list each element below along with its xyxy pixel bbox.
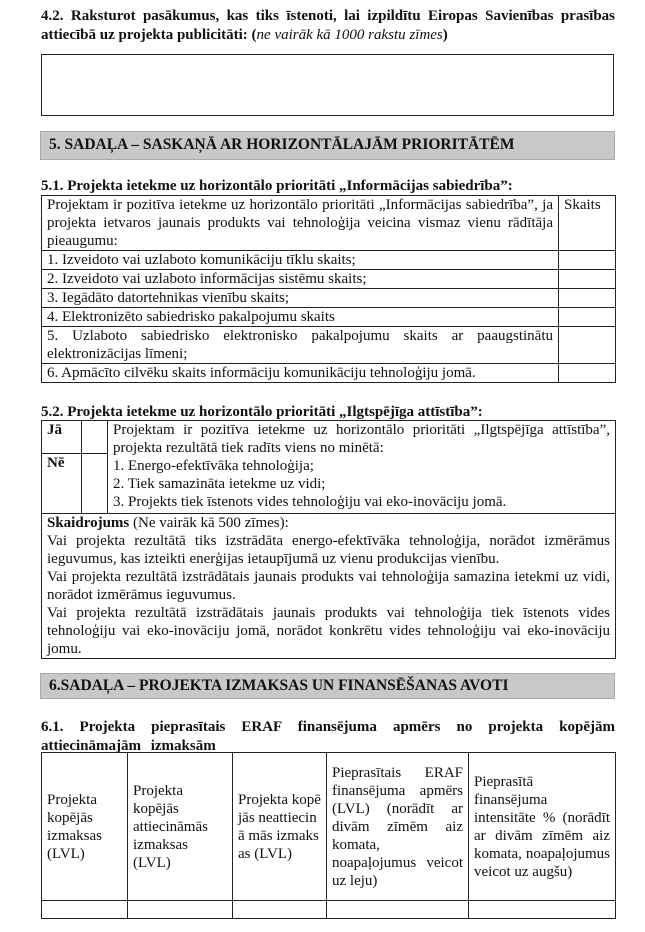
financing-table [41,752,616,919]
information-society-table [41,195,616,383]
criteria-intro: Projektam ir pozitīva ietekme uz horizontālo prioritāti „Ilgtspējīga attīstība”, projekta rezultātā tiek radīts viens no minētā: [113,422,610,456]
heading-close: ) [442,27,448,43]
heading-note: ne vairāk kā 1000 rakstu zīmes [256,27,443,43]
criteria-item: 3. Projekts tiek īstenots vides tehnoloģiju vai eko-inovāciju jomā. [113,494,507,510]
yes-label: Jā [42,421,82,454]
explanation-label: Skaidrojums [47,515,130,531]
count-input[interactable] [559,289,616,308]
table-row [42,270,616,289]
explanation-note: (Ne vairāk kā 500 zīmes): [129,515,289,531]
indicator-label: 5. Uzlaboto sabiedrisko elektronisko pakalpojumu skaits ar paaugstinātu elektronizācijas līmeni; [42,327,559,364]
indicator-label: 2. Izveidoto vai uzlaboto informācijas sistēmu skaits; [42,270,559,289]
column-header: Pieprasītā finansējuma intensitāte % (norādīt ar divām zīmēm aiz komata, noapaļojumus veicot uz augšu) [469,753,616,901]
yes-checkbox[interactable] [82,421,108,454]
indicator-label: 6. Apmācīto cilvēku skaits informāciju komunikāciju tehnoloģiju jomā. [42,364,559,383]
explanation-paragraph: Vai projekta rezultātā izstrādātais jaunais produkts vai tehnoloģija samazina ietekmi uz vidi, norādot izmērāmus ieguvumus. [47,569,610,603]
column-header: Projekta kopējās izmaksas (LVL) [42,753,128,901]
table-header-row [42,196,616,251]
table-row [42,289,616,308]
section-5-header [40,131,615,160]
criteria-item: 1. Energo-efektīvāka tehnoloģija; [113,458,314,474]
section-6-1-heading: 6.1. Projekta pieprasītais ERAF finansējuma apmērs no projekta kopējām attiecināmajām izmaksām [41,719,615,754]
table-row [42,308,616,327]
heading-text: 4.2. Raksturot pasākumus, kas tiks īstenoti, lai izpildītu Eiropas Savienības prasības attiecībā uz projekta publicitāti: ( [41,8,615,43]
column-header: Pieprasītais ERAF finansējuma apmērs (LVL) (norādīt ar divām zīmēm aiz komata, noapaļojumus veicot uz leju) [327,753,469,901]
publicity-textarea[interactable] [41,54,614,116]
count-input[interactable] [559,251,616,270]
section-5-2-heading: 5.2. Projekta ietekme uz horizontālo prioritāti „Ilgtspējīga attīstība”: [41,404,483,420]
table-row [42,901,616,919]
sustainable-development-table [41,420,616,659]
section-5-1-heading: 5.1. Projekta ietekme uz horizontālo prioritāti „Informācijas sabiedrība”: [41,178,513,194]
count-input[interactable] [559,270,616,289]
explanation-paragraph: Vai projekta rezultātā tiks izstrādāta energo-efektīvāka tehnoloģija, norādot izmērāmus ieguvumus, kas izteikti enerģijas ietaupījumā uz vienu produkcijas vienību. [47,533,610,567]
count-input[interactable] [559,327,616,364]
eligible-cost-input[interactable] [128,901,233,919]
column-header: Projekta kopējās neattiecinā mās izmaksas (LVL) [233,753,327,901]
ineligible-cost-input[interactable] [233,901,327,919]
no-label: Nē [42,454,82,514]
intro-cell: Projektam ir pozitīva ietekme uz horizontālo prioritāti „Informācijas sabiedrība”, ja projekta ietvaros jaunais produkts vai tehnoloģija veicina vismaz vienu rādītāja pieaugumu: [42,196,559,251]
count-input[interactable] [559,308,616,327]
indicator-label: 4. Elektronizēto sabiedrisko pakalpojumu skaits [42,308,559,327]
criteria-cell [108,421,616,514]
indicator-label: 1. Izveidoto vai uzlaboto komunikāciju tīklu skaits; [42,251,559,270]
explanation-cell[interactable] [42,514,616,659]
count-input[interactable] [559,364,616,383]
intensity-input[interactable] [469,901,616,919]
table-row [42,364,616,383]
table-row [42,327,616,364]
column-header: Projekta kopējās attiecināmās izmaksas (LVL) [128,753,233,901]
explanation-paragraph: Vai projekta rezultātā izstrādātais jaunais produkts vai tehnoloģija tiek īstenots vides tehnoloģiju vai eko-inovāciju jomā, norādot konkrētu vides tehnoloģiju vai eko-inovāciju jomu. [47,605,610,657]
section-title: 5. SADAĻA – SASKAŅĀ AR HORIZONTĀLAJĀM PRIORITĀTĒM [49,136,515,153]
total-cost-input[interactable] [42,901,128,919]
criteria-item: 2. Tiek samazināta ietekme uz vidi; [113,476,326,492]
table-row [42,251,616,270]
section-6-header [40,673,615,699]
no-checkbox[interactable] [82,454,108,514]
section-title: 6.SADAĻA – PROJEKTA IZMAKSAS UN FINANSĒŠANAS AVOTI [49,677,509,694]
section-4-2-heading [41,7,615,45]
erdf-amount-input[interactable] [327,901,469,919]
indicator-label: 3. Iegādāto datortehnikas vienību skaits; [42,289,559,308]
count-header: Skaits [559,196,616,251]
table-header-row [42,753,616,901]
